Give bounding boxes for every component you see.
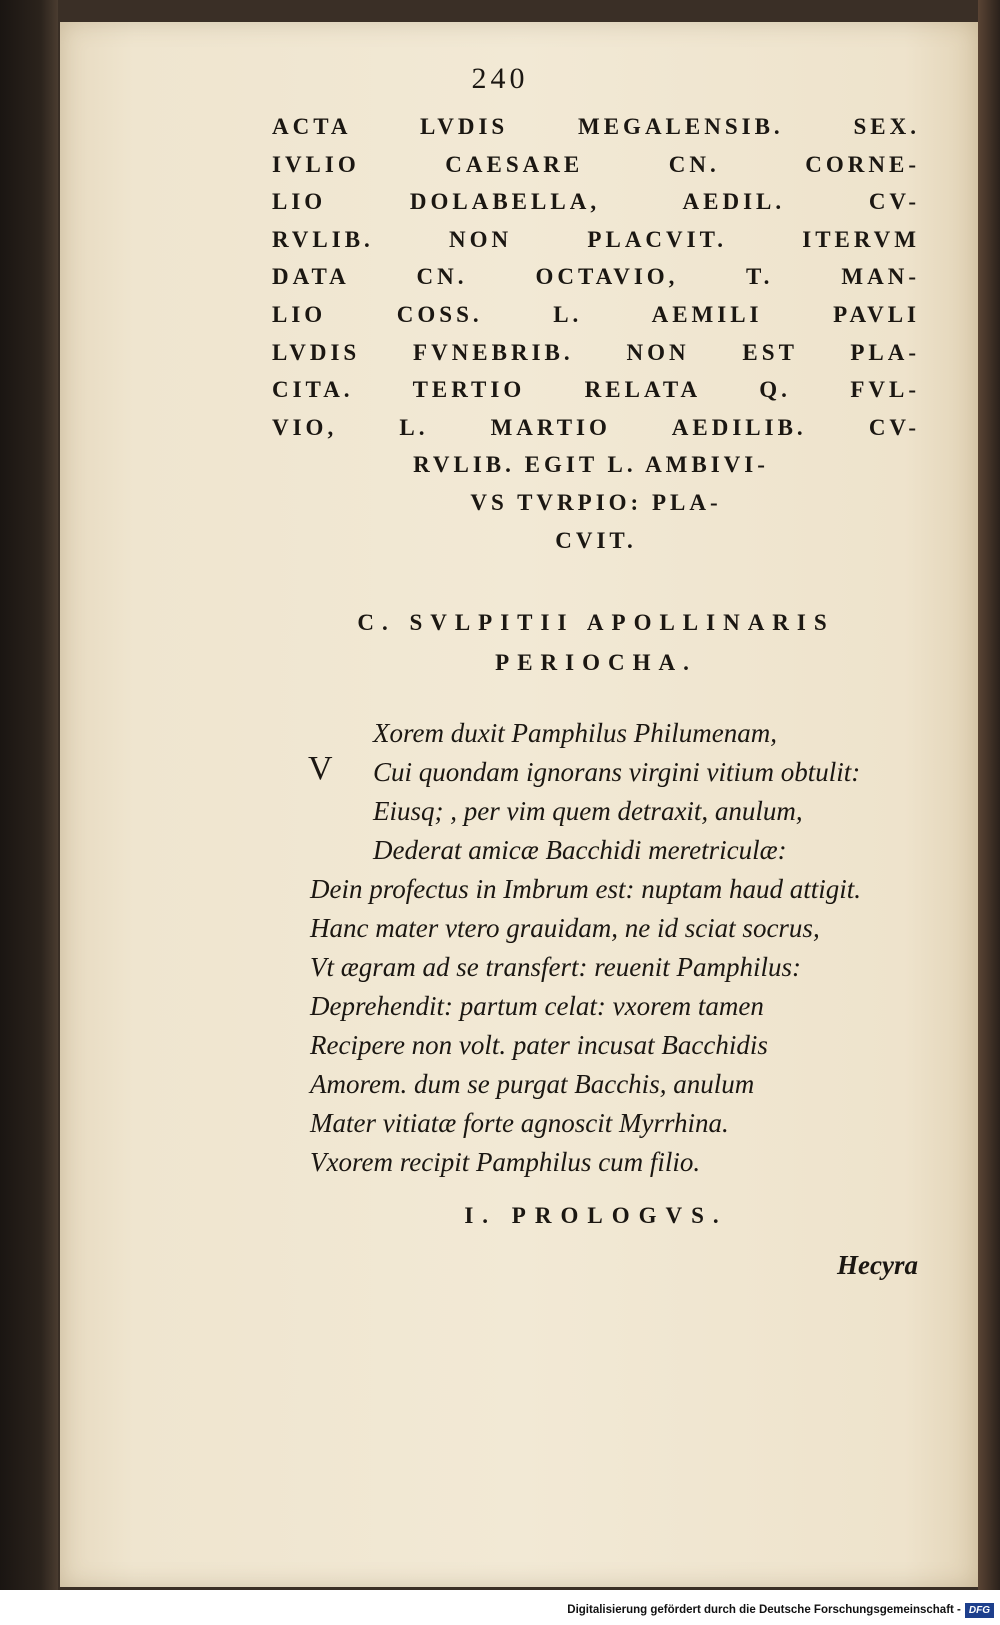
notice-line: LIO COSS. L. AEMILI PAVLI (272, 301, 920, 327)
notice-line: CITA. TERTIO RELATA Q. FVL- (272, 377, 920, 403)
catchword: Hecyra (837, 1250, 918, 1280)
verse-line: Deprehendit: partum celat: vxorem tamen (310, 991, 764, 1021)
notice-line: ACTA LVDIS MEGALENSIB. SEX. (272, 114, 920, 139)
page-number: 240 (471, 62, 529, 95)
dfg-logo-icon: DFG (965, 1603, 994, 1618)
footer-credit: Digitalisierung gefördert durch die Deutsche Forschungsgemeinschaft - (567, 1604, 961, 1616)
section-heading (272, 603, 920, 683)
heading-periocha: PERIOCHA. (495, 650, 697, 675)
verse-line: Eiusq; , per vim quem detraxit, anulum, (373, 796, 803, 826)
verse-line: Vxorem recipit Pamphilus cum filio. (310, 1147, 701, 1177)
book-spine (0, 0, 58, 1590)
production-notice (272, 108, 920, 559)
verse-line: Amorem. dum se purgat Bacchis, anulum (310, 1069, 755, 1099)
verse-line: Xorem duxit Pamphilus Philumenam, (373, 718, 777, 748)
verse-line: Cui quondam ignorans virgini vitium obtulit: (373, 757, 861, 787)
periocha-text (310, 714, 930, 1182)
notice-line: RVLIB. NON PLACVIT. ITERVM (272, 226, 920, 252)
notice-line: DATA CN. OCTAVIO, T. MAN- (272, 264, 920, 290)
notice-line: RVLIB. EGIT L. AMBIVI- (413, 452, 769, 478)
verse-line: Recipere non volt. pater incusat Bacchidis (310, 1030, 768, 1060)
notice-line: VIO, L. MARTIO AEDILIB. CV- (272, 414, 920, 440)
verse-line: Dederat amicæ Bacchidi meretriculæ: (373, 835, 787, 865)
initial-letter: V (308, 750, 333, 787)
notice-line: LIO DOLABELLA, AEDIL. CV- (272, 189, 920, 215)
verse-line: Hanc mater vtero grauidam, ne id sciat socrus, (310, 913, 820, 943)
prologue-title: I. PROLOGVS. (464, 1203, 728, 1228)
book-edge (978, 0, 1000, 1590)
verse-line: Vt ægram ad se transfert: reuenit Pamphilus: (310, 952, 801, 982)
notice-line: LVDIS FVNEBRIB. NON EST PLA- (272, 339, 920, 365)
notice-line: VS TVRPIO: PLA- (470, 489, 722, 515)
notice-line: CVIT. (555, 527, 637, 553)
digitization-footer (0, 1598, 1000, 1622)
verse-line: Dein profectus in Imbrum est: nuptam haud attigit. (310, 874, 861, 904)
heading-author: C. SVLPITII APOLLINARIS (357, 610, 835, 635)
notice-line: IVLIO CAESARE CN. CORNE- (272, 151, 920, 177)
verse-line: Mater vitiatæ forte agnoscit Myrrhina. (310, 1108, 729, 1138)
